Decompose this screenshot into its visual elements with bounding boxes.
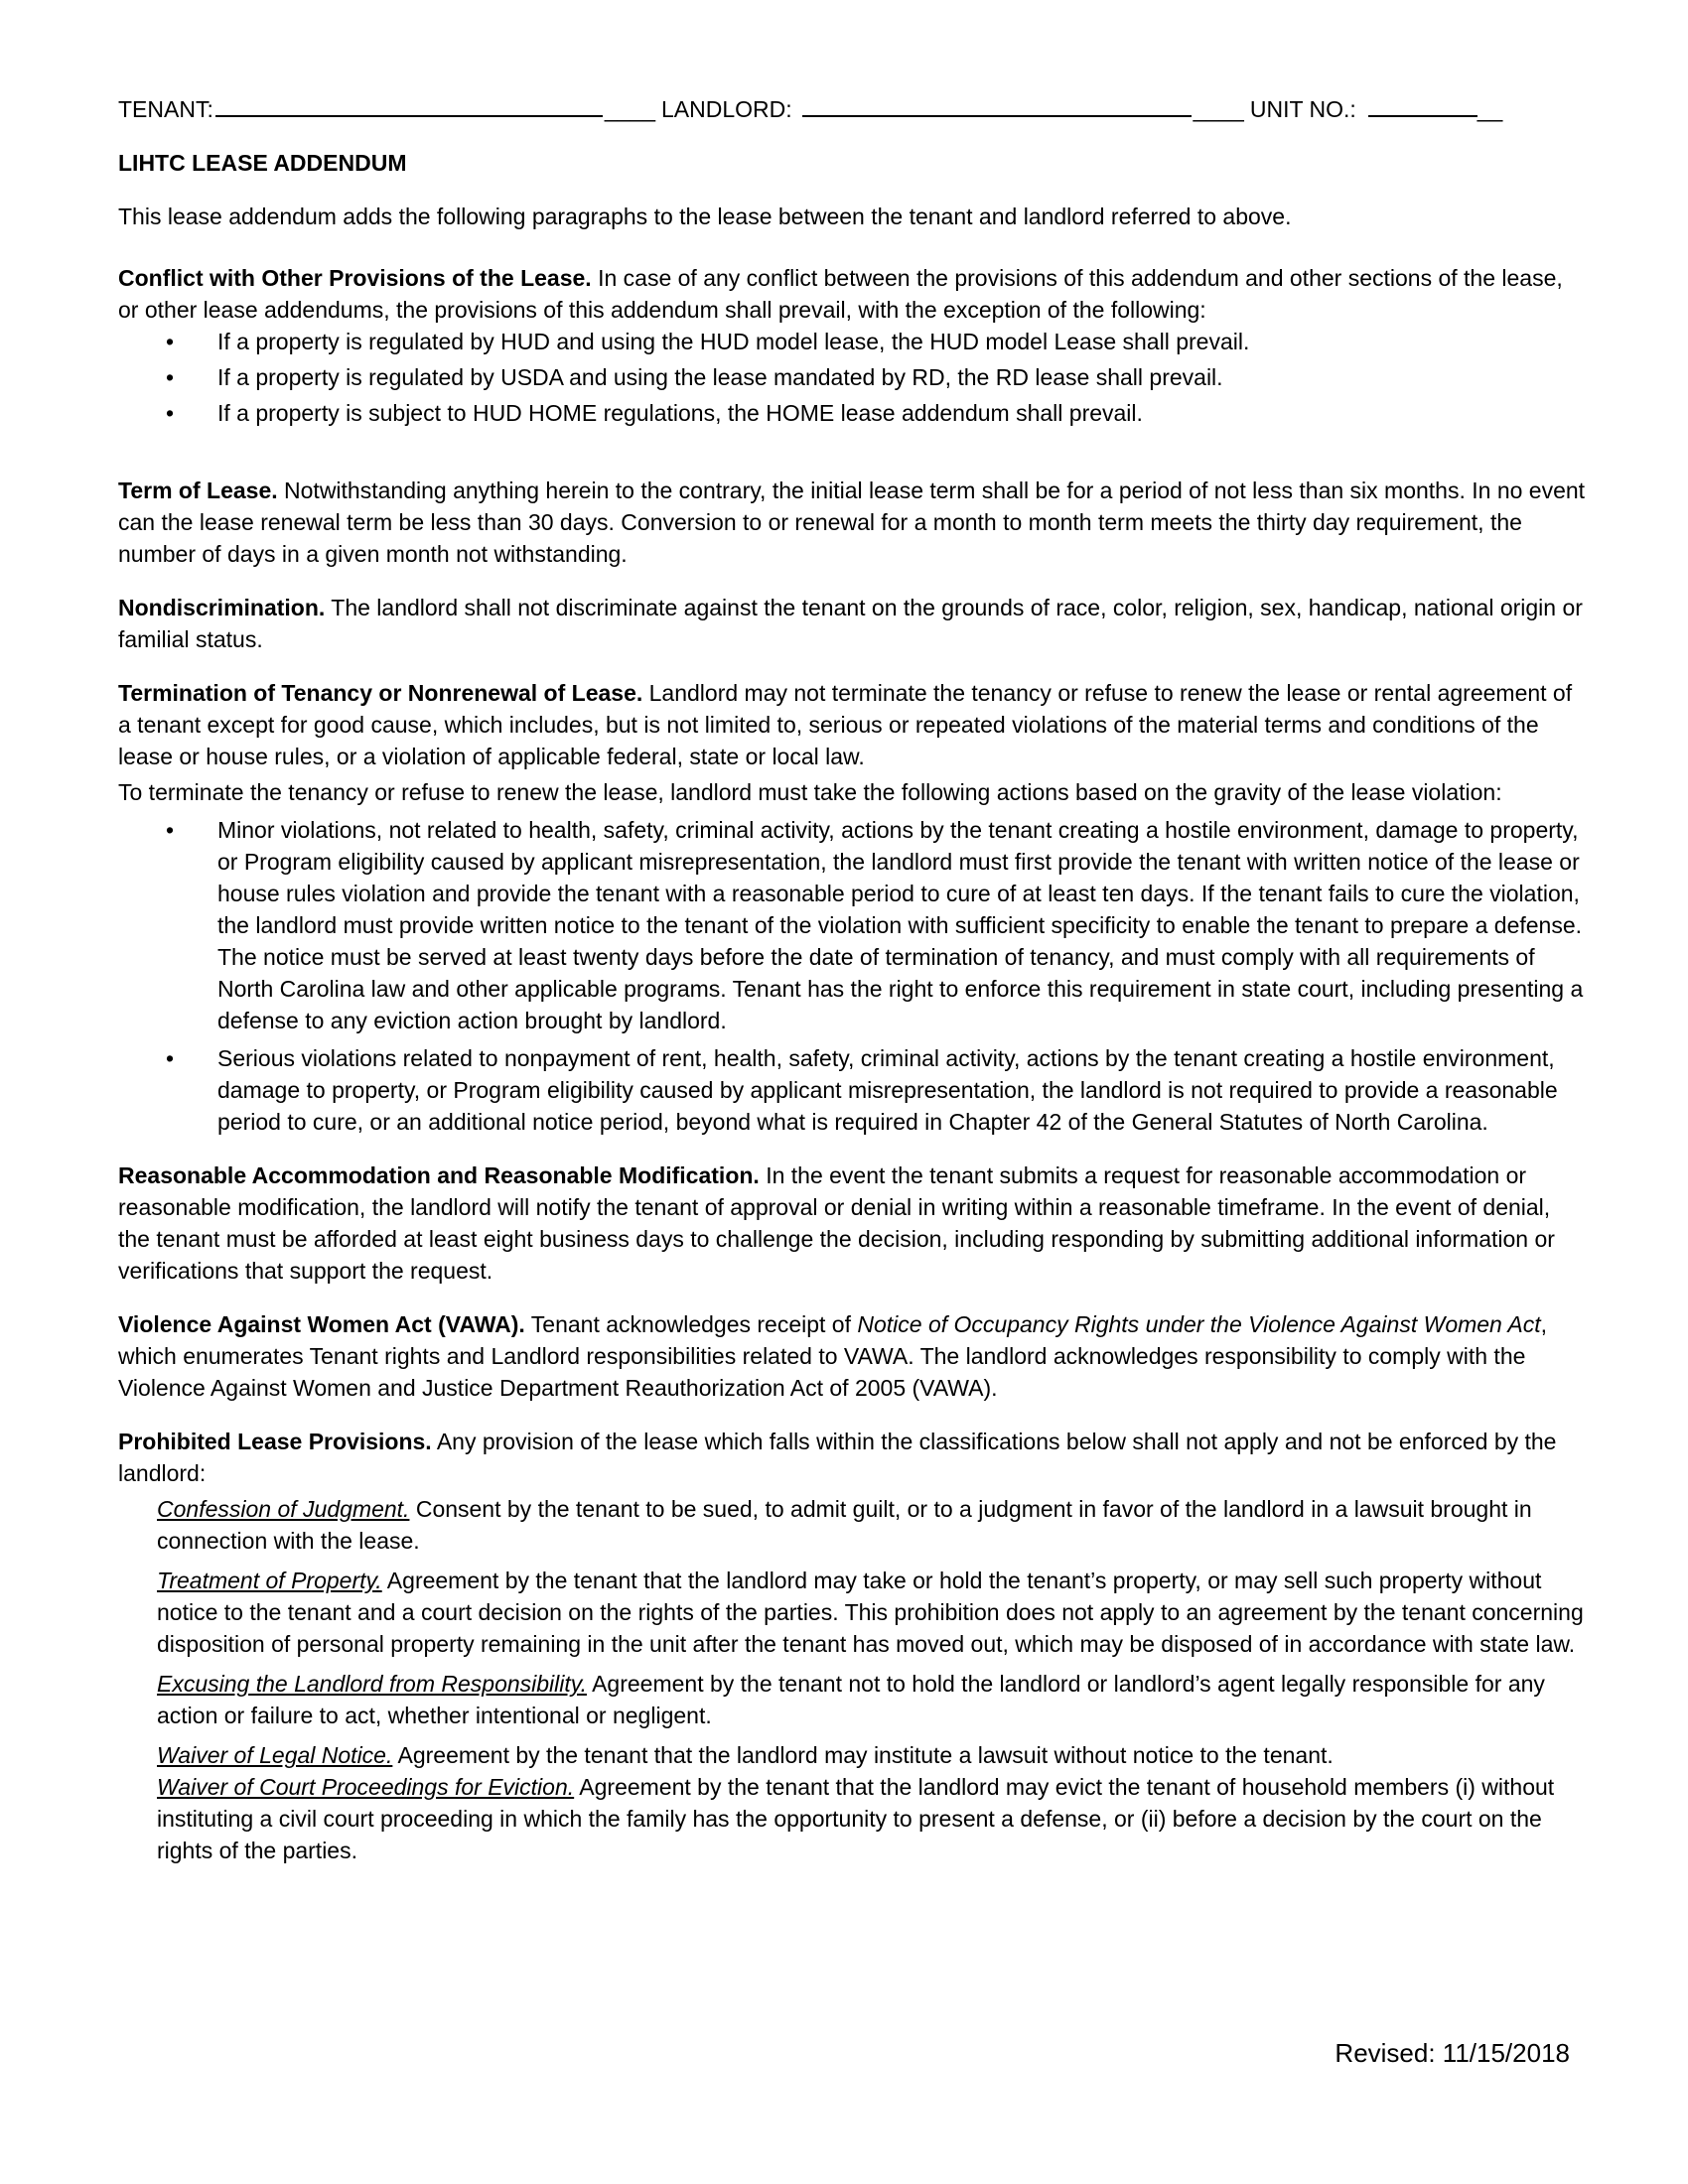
item-title: Treatment of Property. xyxy=(157,1568,382,1593)
accommodation-text: In the event the tenant submits a request for reasonable accommodation or reasonable modification, the landlord will notify the tenant of approval or denial in writing within a reasonable timeframe. In the event of denial, the tenant must be afforded at least eight business days to challenge the decision, including responding by submitting additional information or verifications that support the request. xyxy=(118,1162,1555,1284)
vawa-heading: Violence Against Women Act (VAWA). xyxy=(118,1311,525,1337)
list-item xyxy=(118,1565,1588,1660)
item-text: Agreement by the tenant that the landlord may evict the tenant of household members (i) without instituting a civil court proceeding in which the family has the opportunity to present a defense, or (ii) before a decision by the court on the rights of the parties. xyxy=(157,1774,1555,1863)
conflict-text: In case of any conflict between the provisions of this addendum and other sections of the lease, or other lease addendums, the provisions of this addendum shall prevail, with the exception of the following: xyxy=(118,265,1563,323)
vawa-text-b: , which enumerates Tenant rights and Landlord responsibilities related to VAWA. The landlord acknowledges responsibility to comply with the Violence Against Women and Justice Department Reauthorization Act of 2005 (VAWA). xyxy=(118,1311,1548,1401)
vawa-notice-title: Notice of Occupancy Rights under the Violence Against Women Act xyxy=(857,1311,1541,1337)
termination-bullets xyxy=(118,814,1588,1138)
accommodation-heading: Reasonable Accommodation and Reasonable Modification. xyxy=(118,1162,760,1188)
header-fields xyxy=(118,91,1588,125)
termination-text: Landlord may not terminate the tenancy or refuse to renew the lease or rental agreement of a tenant except for good cause, which includes, but is not limited to, serious or repeated violations of the material terms and conditions of the lease or house rules, or a violation of applicable federal, state or local law. xyxy=(118,680,1573,769)
item-text: Consent by the tenant to be sued, to admit guilt, or to a judgment in favor of the landlord in a lawsuit brought in connection with the lease. xyxy=(157,1496,1532,1554)
nondiscrimination-paragraph xyxy=(118,592,1588,655)
prohibited-text: Any provision of the lease which falls within the classifications below shall not apply and not be enforced by the landlord: xyxy=(118,1429,1557,1486)
list-item xyxy=(118,1668,1588,1731)
prohibited-heading: Prohibited Lease Provisions. xyxy=(118,1429,432,1454)
prohibited-paragraph xyxy=(118,1426,1588,1489)
tenant-tail: ____ xyxy=(604,96,656,122)
termination-heading: Termination of Tenancy or Nonrenewal of Lease. xyxy=(118,680,643,706)
conflict-paragraph xyxy=(118,262,1588,326)
item-text: Agreement by the tenant that the landlord may institute a lawsuit without notice to the tenant. xyxy=(392,1742,1334,1768)
accommodation-paragraph xyxy=(118,1160,1588,1287)
unit-tail: __ xyxy=(1477,96,1503,122)
tenant-blank xyxy=(215,91,603,117)
list-item: • If a property is subject to HUD HOME regulations, the HOME lease addendum shall prevail. xyxy=(118,397,1588,429)
nondiscrimination-text: The landlord shall not discriminate against the tenant on the grounds of race, color, religion, sex, handicap, national origin or familial status. xyxy=(118,595,1583,652)
landlord-tail: ____ xyxy=(1193,96,1244,122)
termination-paragraph-2: To terminate the tenancy or refuse to renew the lease, landlord must take the following actions based on the gravity of the lease violation: xyxy=(118,779,1502,805)
tenant-label: TENANT: xyxy=(118,96,213,122)
revision-date: Revised: 11/15/2018 xyxy=(1335,2038,1570,2068)
vawa-text-a: Tenant acknowledges receipt of xyxy=(524,1311,858,1337)
item-title: Waiver of Legal Notice. xyxy=(157,1742,393,1768)
term-text: Notwithstanding anything herein to the contrary, the initial lease term shall be for a period of not less than six months. In no event can the lease renewal term be less than 30 days. Conversion to or renewal for a month to month term meets the thirty day requirement, the number of days in a given month not withstanding. xyxy=(118,478,1586,567)
list-item: • If a property is regulated by HUD and using the HUD model lease, the HUD model Lease shall prevail. xyxy=(118,326,1588,357)
intro-paragraph: This lease addendum adds the following paragraphs to the lease between the tenant and landlord referred to above. xyxy=(118,204,1292,229)
landlord-blank xyxy=(802,91,1192,117)
item-title: Waiver of Court Proceedings for Eviction. xyxy=(157,1774,575,1800)
item-title: Excusing the Landlord from Responsibility. xyxy=(157,1671,587,1697)
item-text: Agreement by the tenant not to hold the landlord or landlord’s agent legally responsible for any action or failure to act, whether intentional or negligent. xyxy=(157,1671,1545,1728)
term-heading: Term of Lease. xyxy=(118,478,278,503)
list-item xyxy=(118,1739,1588,1771)
termination-paragraph xyxy=(118,677,1588,772)
list-item: • Serious violations related to nonpayment of rent, health, safety, criminal activity, actions by the tenant creating a hostile environment, damage to property, or Program eligibility caused by applicant misrepresentation, the landlord is not required to provide a reasonable period to cure, or an additional notice period, beyond what is required in Chapter 42 of the General Statutes of North Carolina. xyxy=(118,1042,1588,1138)
item-title: Confession of Judgment. xyxy=(157,1496,410,1522)
term-paragraph xyxy=(118,475,1588,570)
conflict-heading: Conflict with Other Provisions of the Lease. xyxy=(118,265,592,291)
prohibited-items xyxy=(118,1493,1588,1866)
list-item: • Minor violations, not related to health, safety, criminal activity, actions by the tenant creating a hostile environment, damage to property, or Program eligibility caused by applicant misrepresentation, the landlord must first provide the tenant with written notice of the lease or house rules violation and provide the tenant with a reasonable period to cure of at least ten days. If the tenant fails to cure the violation, the landlord must provide written notice to the tenant of the violation with sufficient specificity to enable the tenant to prepare a defense. The notice must be served at least twenty days before the date of termination of tenancy, and must comply with all requirements of North Carolina law and other applicable programs. Tenant has the right to enforce this requirement in state court, including presenting a defense to any eviction action brought by landlord. xyxy=(118,814,1588,1036)
list-item xyxy=(118,1493,1588,1557)
unit-label: UNIT NO.: xyxy=(1249,96,1356,122)
landlord-label: LANDLORD: xyxy=(661,96,792,122)
list-item: • If a property is regulated by USDA and using the lease mandated by RD, the RD lease shall prevail. xyxy=(118,361,1588,393)
document-body xyxy=(118,91,1588,1866)
document-title: LIHTC LEASE ADDENDUM xyxy=(118,150,407,176)
list-item xyxy=(118,1771,1588,1866)
nondiscrimination-heading: Nondiscrimination. xyxy=(118,595,326,620)
item-text: Agreement by the tenant that the landlord may take or hold the tenant’s property, or may sell such property without notice to the tenant and a court decision on the rights of the parties. This prohibition does not apply to an agreement by the tenant concerning disposition of personal property remaining in the unit after the tenant has moved out, which may be disposed of in accordance with state law. xyxy=(157,1568,1584,1657)
unit-blank xyxy=(1368,91,1477,117)
conflict-bullets xyxy=(118,326,1588,429)
vawa-paragraph xyxy=(118,1308,1588,1404)
